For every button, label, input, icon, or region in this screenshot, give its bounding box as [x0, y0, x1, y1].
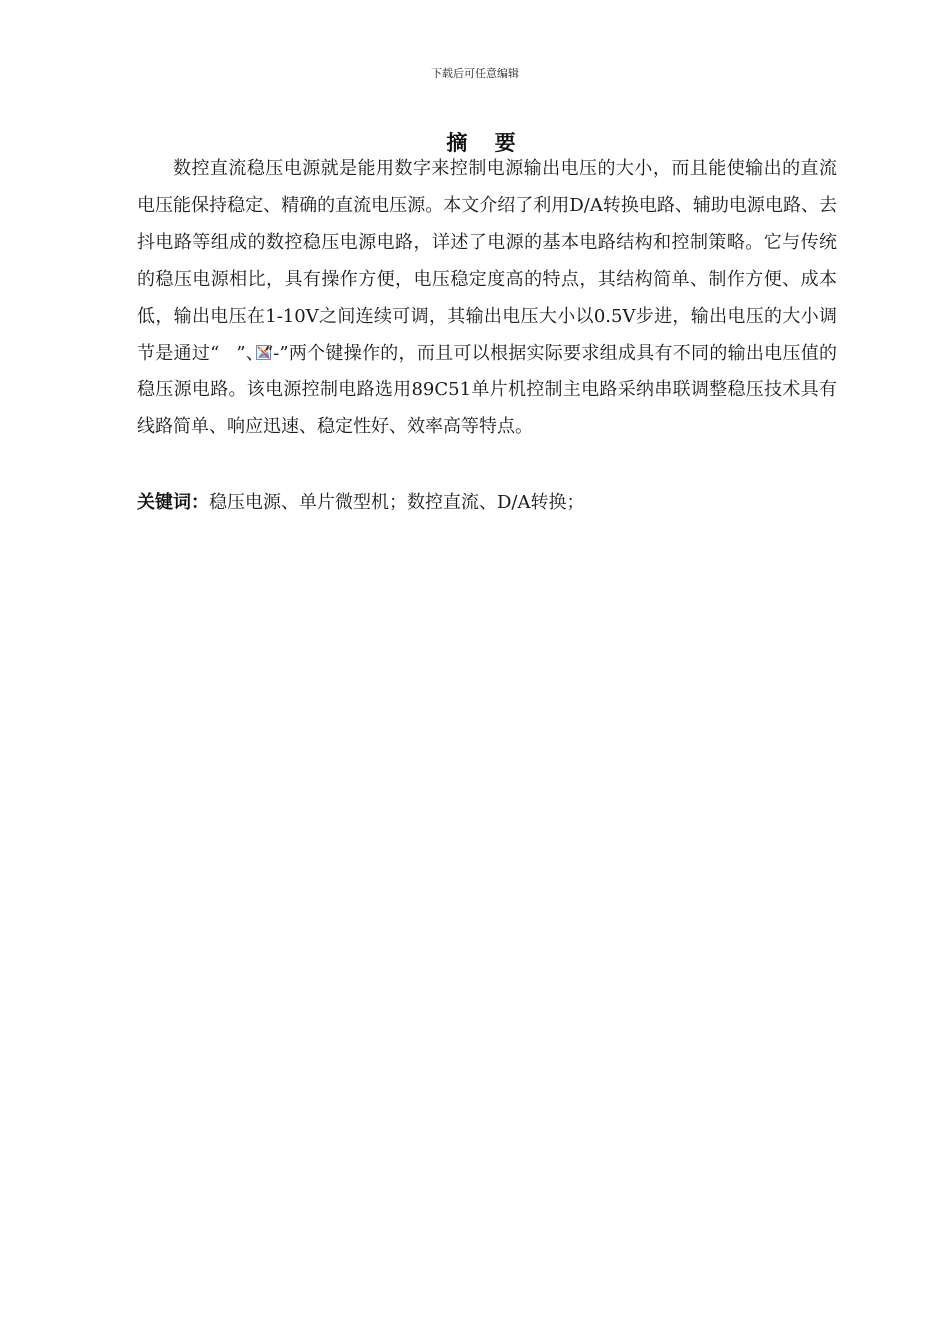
keywords-value: 稳压电源、单片微型机；数控直流、D/A转换；	[209, 492, 585, 513]
header-note: 下载后可任意编辑	[431, 67, 519, 80]
keywords-label: 关键词：	[137, 492, 209, 513]
abstract-text-part2: ”、“-”两个键操作的，而且可以根据实际要求组成具有不同的输出电压值的稳压源电路。该电源控制电路选用89C51单片机控制主电路采纳串联调整稳压技术具有线路简单、响应迅速、稳定性好、效率高等特点。	[137, 342, 837, 438]
abstract-text-part1: 数控直流稳压电源就是能用数字来控制电源输出电压的大小，而且能使输出的直流电压能保持稳定、精确的直流电压源。本文介绍了利用D/A转换电路、辅助电源电路、去抖电路等组成的数控稳压电源电路，详述了电源的基本电路结构和控制策略。它与传统的稳压电源相比，具有操作方便，电压稳定度高的特点，其结构简单、制作方便、成本低，输出电压在1-10V之间连续可调，其输出电压大小以0.5V步进，输出电压的大小调节是通过“	[137, 158, 837, 364]
page-title: 摘 要	[446, 131, 526, 155]
broken-image-icon	[220, 337, 235, 352]
abstract-paragraph	[137, 151, 837, 446]
keywords-line	[137, 484, 837, 521]
